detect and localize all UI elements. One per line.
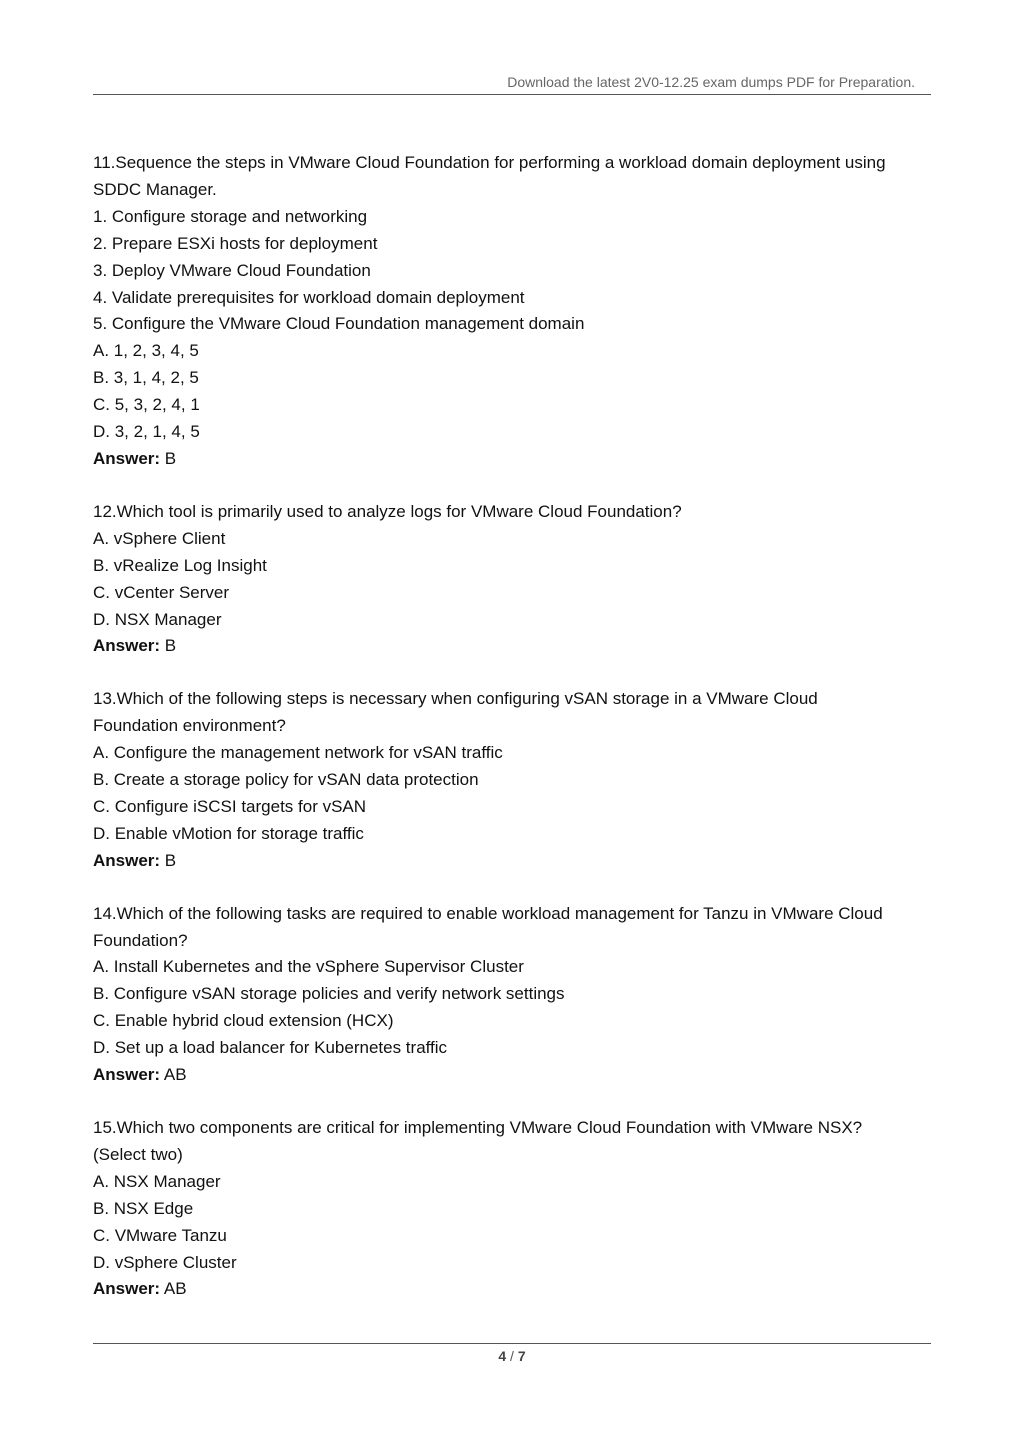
question-15 — [93, 1115, 933, 1303]
list-item: 5. Configure the VMware Cloud Foundation management domain — [93, 314, 585, 334]
question-text: (Select two) — [93, 1144, 183, 1164]
option: C. Enable hybrid cloud extension (HCX) — [93, 1011, 394, 1031]
option: A. 1, 2, 3, 4, 5 — [93, 341, 199, 361]
answer-label: Answer: — [93, 1065, 161, 1085]
answer-value: B — [160, 850, 177, 870]
answer-label: Answer: — [93, 636, 161, 656]
option: B. Configure vSAN storage policies and verify network settings — [93, 984, 565, 1004]
question-text: 11.Sequence the steps in VMware Cloud Foundation for performing a workload domain deployment using — [93, 153, 886, 172]
list-item: 3. Deploy VMware Cloud Foundation — [93, 260, 371, 280]
list-item: 1. Configure storage and networking — [93, 206, 368, 226]
question-text: 12.Which tool is primarily used to analyze logs for VMware Cloud Foundation? — [93, 501, 682, 521]
answer-label: Answer: — [93, 850, 161, 870]
question-text: 15.Which two components are critical for implementing VMware Cloud Foundation with VMware NSX? — [93, 1118, 863, 1137]
answer-line — [93, 1062, 933, 1089]
option: B. 3, 1, 4, 2, 5 — [93, 368, 199, 388]
answer-label: Answer: — [93, 448, 161, 468]
answer-value: AB — [160, 1065, 187, 1085]
answer-value: B — [160, 636, 177, 656]
page-footer — [93, 1343, 931, 1364]
option: C. 5, 3, 2, 4, 1 — [93, 395, 200, 415]
question-12 — [93, 499, 933, 660]
current-page: 4 — [498, 1348, 507, 1364]
answer-line — [93, 633, 933, 660]
question-text: Foundation environment? — [93, 716, 286, 736]
question-text: 14.Which of the following tasks are required to enable workload management for Tanzu in VMware Cloud — [93, 903, 883, 923]
option: A. Configure the management network for vSAN traffic — [93, 743, 503, 763]
option: D. 3, 2, 1, 4, 5 — [93, 422, 200, 442]
total-pages: 7 — [517, 1348, 526, 1364]
option: D. NSX Manager — [93, 609, 222, 629]
option: D. Set up a load balancer for Kubernetes traffic — [93, 1038, 448, 1058]
answer-label: Answer: — [93, 1279, 161, 1299]
option: B. Create a storage policy for vSAN data protection — [93, 770, 479, 790]
page-content — [93, 150, 933, 1329]
option: A. NSX Manager — [93, 1171, 221, 1191]
header-text: Download the latest 2V0-12.25 exam dumps PDF for Preparation. — [507, 74, 915, 90]
list-item: 4. Validate prerequisites for workload domain deployment — [93, 287, 525, 307]
question-11 — [93, 150, 933, 473]
option: B. NSX Edge — [93, 1198, 194, 1218]
answer-value: B — [160, 448, 177, 468]
answer-line — [93, 446, 933, 473]
option: A. Install Kubernetes and the vSphere Supervisor Cluster — [93, 957, 524, 977]
option: D. vSphere Cluster — [93, 1252, 237, 1272]
question-13 — [93, 686, 933, 874]
answer-line — [93, 1276, 933, 1303]
page-header — [93, 72, 931, 95]
option: A. vSphere Client — [93, 528, 226, 548]
question-text: SDDC Manager. — [93, 179, 217, 199]
question-text: 13.Which of the following steps is necessary when configuring vSAN storage in a VMware Cloud — [93, 689, 818, 709]
answer-value: AB — [160, 1279, 187, 1299]
list-item: 2. Prepare ESXi hosts for deployment — [93, 233, 378, 253]
option: C. Configure iSCSI targets for vSAN — [93, 796, 367, 816]
option: C. vCenter Server — [93, 582, 230, 602]
page-number — [93, 1348, 931, 1364]
page-separator: / — [506, 1348, 518, 1364]
question-text: Foundation? — [93, 930, 188, 950]
option: C. VMware Tanzu — [93, 1225, 227, 1245]
option: B. vRealize Log Insight — [93, 555, 267, 575]
question-14 — [93, 901, 933, 1089]
option: D. Enable vMotion for storage traffic — [93, 823, 364, 843]
answer-line — [93, 848, 933, 875]
